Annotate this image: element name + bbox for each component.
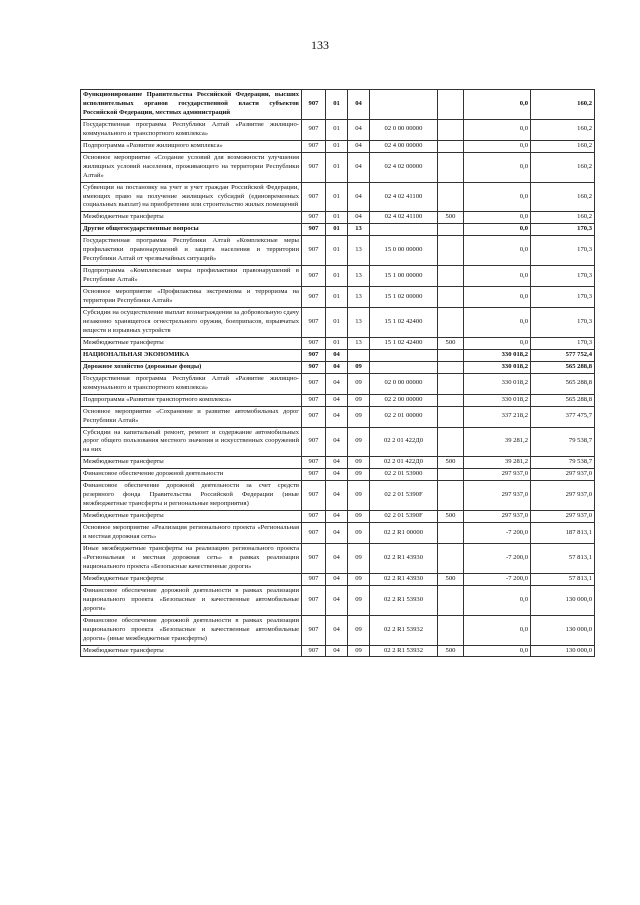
subsection-code-cell: [348, 349, 370, 361]
subsection-code-cell: 09: [348, 481, 370, 511]
amount-change-cell: 297 937,0: [464, 511, 531, 523]
subsection-code-cell: 09: [348, 469, 370, 481]
subsection-code-cell: 13: [348, 287, 370, 308]
subsection-code-cell: 09: [348, 645, 370, 657]
section-code-cell: 01: [326, 266, 348, 287]
target-article-cell: 02 0 00 00000: [370, 119, 438, 140]
amount-total-cell: 160,2: [531, 119, 595, 140]
amount-total-cell: 79 538,7: [531, 427, 595, 457]
amount-change-cell: -7 200,0: [464, 523, 531, 544]
ministry-code-cell: 907: [302, 645, 326, 657]
subsection-code-cell: 09: [348, 394, 370, 406]
amount-change-cell: 0,0: [464, 224, 531, 236]
target-article-cell: [370, 224, 438, 236]
item-name-cell: Функционирование Правительства Российской Федерации, высших исполнительных органов государственной власти субъектов Российской Федерации, местных администраций: [81, 90, 302, 120]
target-article-cell: [370, 349, 438, 361]
expense-type-cell: [438, 373, 464, 394]
budget-table: [80, 89, 595, 657]
subsection-code-cell: 13: [348, 266, 370, 287]
amount-change-cell: -7 200,0: [464, 573, 531, 585]
amount-change-cell: 330 018,2: [464, 373, 531, 394]
table-row: [81, 224, 595, 236]
ministry-code-cell: 907: [302, 361, 326, 373]
item-name-cell: Основное мероприятие «Профилактика экстремизма и терроризма на территории Республики Алтай»: [81, 287, 302, 308]
expense-type-cell: [438, 182, 464, 212]
amount-change-cell: 0,0: [464, 615, 531, 645]
subsection-code-cell: 13: [348, 236, 370, 266]
subsection-code-cell: 09: [348, 523, 370, 544]
amount-change-cell: 330 018,2: [464, 361, 531, 373]
section-code-cell: 04: [326, 543, 348, 573]
section-code-cell: 01: [326, 236, 348, 266]
amount-total-cell: 170,3: [531, 287, 595, 308]
amount-change-cell: 0,0: [464, 152, 531, 182]
section-code-cell: 01: [326, 90, 348, 120]
subsection-code-cell: 13: [348, 337, 370, 349]
expense-type-cell: [438, 140, 464, 152]
expense-type-cell: [438, 481, 464, 511]
amount-change-cell: 330 018,2: [464, 349, 531, 361]
ministry-code-cell: 907: [302, 224, 326, 236]
subsection-code-cell: 04: [348, 90, 370, 120]
amount-change-cell: 0,0: [464, 266, 531, 287]
subsection-code-cell: 09: [348, 615, 370, 645]
target-article-cell: 15 1 02 00000: [370, 287, 438, 308]
amount-change-cell: 0,0: [464, 119, 531, 140]
expense-type-cell: 500: [438, 573, 464, 585]
subsection-code-cell: 09: [348, 427, 370, 457]
section-code-cell: 01: [326, 287, 348, 308]
item-name-cell: Подпрограмма «Комплексные меры профилактики правонарушений в Республике Алтай»: [81, 266, 302, 287]
expense-type-cell: [438, 585, 464, 615]
amount-total-cell: 297 937,0: [531, 481, 595, 511]
amount-total-cell: 160,2: [531, 90, 595, 120]
expense-type-cell: 500: [438, 457, 464, 469]
section-code-cell: 04: [326, 469, 348, 481]
amount-change-cell: 0,0: [464, 140, 531, 152]
amount-total-cell: 160,2: [531, 140, 595, 152]
ministry-code-cell: 907: [302, 394, 326, 406]
ministry-code-cell: 907: [302, 427, 326, 457]
amount-total-cell: 130 000,0: [531, 645, 595, 657]
item-name-cell: Межбюджетные трансферты: [81, 457, 302, 469]
item-name-cell: Финансовое обеспечение дорожной деятельности: [81, 469, 302, 481]
amount-total-cell: 377 475,7: [531, 406, 595, 427]
ministry-code-cell: 907: [302, 152, 326, 182]
amount-total-cell: 160,2: [531, 152, 595, 182]
target-article-cell: [370, 361, 438, 373]
item-name-cell: Межбюджетные трансферты: [81, 212, 302, 224]
expense-type-cell: [438, 349, 464, 361]
target-article-cell: 02 2 R1 53932: [370, 645, 438, 657]
section-code-cell: 01: [326, 337, 348, 349]
amount-total-cell: 130 000,0: [531, 615, 595, 645]
amount-change-cell: 0,0: [464, 308, 531, 338]
expense-type-cell: [438, 523, 464, 544]
ministry-code-cell: 907: [302, 615, 326, 645]
expense-type-cell: [438, 119, 464, 140]
item-name-cell: Межбюджетные трансферты: [81, 645, 302, 657]
expense-type-cell: [438, 224, 464, 236]
expense-type-cell: [438, 469, 464, 481]
section-code-cell: 01: [326, 140, 348, 152]
section-code-cell: 01: [326, 308, 348, 338]
section-code-cell: 04: [326, 361, 348, 373]
amount-total-cell: 170,3: [531, 266, 595, 287]
target-article-cell: 02 2 R1 43930: [370, 543, 438, 573]
expense-type-cell: [438, 152, 464, 182]
amount-change-cell: 39 281,2: [464, 427, 531, 457]
amount-change-cell: 0,0: [464, 90, 531, 120]
table-row: [81, 585, 595, 615]
item-name-cell: Государственная программа Республики Алтай «Комплексные меры профилактики правонарушений и защита населения и территории Республики Алтай от чрезвычайных ситуаций»: [81, 236, 302, 266]
expense-type-cell: 500: [438, 511, 464, 523]
expense-type-cell: [438, 90, 464, 120]
ministry-code-cell: 907: [302, 119, 326, 140]
ministry-code-cell: 907: [302, 511, 326, 523]
amount-total-cell: 565 288,8: [531, 373, 595, 394]
section-code-cell: 04: [326, 511, 348, 523]
section-code-cell: 04: [326, 427, 348, 457]
amount-change-cell: 0,0: [464, 182, 531, 212]
expense-type-cell: [438, 543, 464, 573]
item-name-cell: Государственная программа Республики Алтай «Развитие жилищно-коммунального и транспортного комплекса»: [81, 373, 302, 394]
item-name-cell: Субсидии на капитальный ремонт, ремонт и содержание автомобильных дорог общего пользования местного значения и искусственных сооружений на них: [81, 427, 302, 457]
target-article-cell: 02 2 R1 53930: [370, 585, 438, 615]
amount-change-cell: 0,0: [464, 236, 531, 266]
item-name-cell: Финансовое обеспечение дорожной деятельности за счет средств резервного фонда Правительства Российской Федерации (иные межбюджетные трансферты и региональные мероприятия): [81, 481, 302, 511]
section-code-cell: 01: [326, 182, 348, 212]
amount-total-cell: 565 288,8: [531, 394, 595, 406]
table-row: [81, 361, 595, 373]
item-name-cell: Основное мероприятие «Сохранение и развитие автомобильных дорог Республики Алтай»: [81, 406, 302, 427]
amount-change-cell: 297 937,0: [464, 469, 531, 481]
ministry-code-cell: 907: [302, 236, 326, 266]
item-name-cell: Иные межбюджетные трансферты на реализацию регионального проекта «Региональная и местная дорожная сеть» в рамках реализации национального проекта «Безопасные качественные дороги»: [81, 543, 302, 573]
subsection-code-cell: 09: [348, 585, 370, 615]
ministry-code-cell: 907: [302, 212, 326, 224]
table-row: [81, 236, 595, 266]
amount-total-cell: 170,3: [531, 308, 595, 338]
ministry-code-cell: 907: [302, 573, 326, 585]
subsection-code-cell: 04: [348, 119, 370, 140]
table-row: [81, 457, 595, 469]
target-article-cell: 15 1 02 42400: [370, 337, 438, 349]
subsection-code-cell: 13: [348, 308, 370, 338]
item-name-cell: Дорожное хозяйство (дорожные фонды): [81, 361, 302, 373]
amount-change-cell: 0,0: [464, 585, 531, 615]
expense-type-cell: [438, 361, 464, 373]
section-code-cell: 01: [326, 119, 348, 140]
ministry-code-cell: 907: [302, 182, 326, 212]
table-row: [81, 287, 595, 308]
section-code-cell: 04: [326, 585, 348, 615]
item-name-cell: Другие общегосударственные вопросы: [81, 224, 302, 236]
subsection-code-cell: 09: [348, 406, 370, 427]
item-name-cell: Межбюджетные трансферты: [81, 573, 302, 585]
table-row: [81, 543, 595, 573]
amount-total-cell: 57 813,1: [531, 573, 595, 585]
target-article-cell: 02 2 01 53900: [370, 469, 438, 481]
target-article-cell: 02 4 02 00000: [370, 152, 438, 182]
item-name-cell: Государственная программа Республики Алтай «Развитие жилищно-коммунального и транспортного комплекса»: [81, 119, 302, 140]
table-row: [81, 337, 595, 349]
section-code-cell: 04: [326, 573, 348, 585]
target-article-cell: 02 0 00 00000: [370, 373, 438, 394]
ministry-code-cell: 907: [302, 523, 326, 544]
amount-total-cell: 577 752,4: [531, 349, 595, 361]
section-code-cell: 04: [326, 373, 348, 394]
expense-type-cell: 500: [438, 212, 464, 224]
target-article-cell: 02 4 02 41100: [370, 212, 438, 224]
ministry-code-cell: 907: [302, 349, 326, 361]
expense-type-cell: [438, 615, 464, 645]
table-row: [81, 182, 595, 212]
expense-type-cell: [438, 394, 464, 406]
section-code-cell: 04: [326, 394, 348, 406]
table-row: [81, 645, 595, 657]
table-row: [81, 212, 595, 224]
table-row: [81, 469, 595, 481]
section-code-cell: 01: [326, 212, 348, 224]
amount-change-cell: 330 018,2: [464, 394, 531, 406]
amount-total-cell: 57 813,1: [531, 543, 595, 573]
expense-type-cell: 500: [438, 645, 464, 657]
expense-type-cell: [438, 406, 464, 427]
section-code-cell: 04: [326, 406, 348, 427]
amount-change-cell: 337 218,2: [464, 406, 531, 427]
table-row: [81, 349, 595, 361]
subsection-code-cell: 04: [348, 152, 370, 182]
amount-total-cell: 130 000,0: [531, 585, 595, 615]
section-code-cell: 01: [326, 224, 348, 236]
subsection-code-cell: 13: [348, 224, 370, 236]
subsection-code-cell: 04: [348, 140, 370, 152]
table-row: [81, 373, 595, 394]
amount-total-cell: 160,2: [531, 182, 595, 212]
table-row: [81, 152, 595, 182]
item-name-cell: Основное мероприятие «Создание условий для возможности улучшения жилищных условий населения, проживающего на территории Республики Алтай»: [81, 152, 302, 182]
section-code-cell: 04: [326, 481, 348, 511]
item-name-cell: Подпрограмма «Развитие транспортного комплекса»: [81, 394, 302, 406]
subsection-code-cell: 09: [348, 373, 370, 394]
amount-change-cell: 0,0: [464, 287, 531, 308]
subsection-code-cell: 09: [348, 573, 370, 585]
item-name-cell: Субвенции на постановку на учет и учет граждан Российской Федерации, имеющих право на получение жилищных субсидий (единовременных социальных выплат) на приобретение или строительство жилых помещений: [81, 182, 302, 212]
subsection-code-cell: 04: [348, 182, 370, 212]
amount-change-cell: -7 200,0: [464, 543, 531, 573]
subsection-code-cell: 09: [348, 361, 370, 373]
target-article-cell: 02 2 01 5390F: [370, 511, 438, 523]
item-name-cell: Межбюджетные трансферты: [81, 511, 302, 523]
table-row: [81, 481, 595, 511]
target-article-cell: 02 2 R1 43930: [370, 573, 438, 585]
target-article-cell: 02 2 R1 53932: [370, 615, 438, 645]
target-article-cell: 15 1 00 00000: [370, 266, 438, 287]
target-article-cell: 02 2 00 00000: [370, 394, 438, 406]
table-row: [81, 394, 595, 406]
target-article-cell: 02 2 01 00000: [370, 406, 438, 427]
expense-type-cell: [438, 266, 464, 287]
target-article-cell: 15 0 00 00000: [370, 236, 438, 266]
ministry-code-cell: 907: [302, 457, 326, 469]
ministry-code-cell: 907: [302, 469, 326, 481]
ministry-code-cell: 907: [302, 266, 326, 287]
section-code-cell: 01: [326, 152, 348, 182]
amount-total-cell: 187 813,1: [531, 523, 595, 544]
target-article-cell: 02 2 01 5390F: [370, 481, 438, 511]
item-name-cell: Субсидии на осуществление выплат вознаграждения за добровольную сдачу незаконно хранящегося огнестрельного оружия, боеприпасов, взрывчатых веществ и взрывных устройств: [81, 308, 302, 338]
expense-type-cell: 500: [438, 337, 464, 349]
amount-change-cell: 0,0: [464, 645, 531, 657]
table-row: [81, 90, 595, 120]
target-article-cell: 02 2 01 422Д0: [370, 457, 438, 469]
table-row: [81, 615, 595, 645]
ministry-code-cell: 907: [302, 337, 326, 349]
section-code-cell: 04: [326, 645, 348, 657]
amount-change-cell: 0,0: [464, 212, 531, 224]
section-code-cell: 04: [326, 523, 348, 544]
section-code-cell: 04: [326, 457, 348, 469]
target-article-cell: 02 4 02 41100: [370, 182, 438, 212]
table-row: [81, 140, 595, 152]
table-row: [81, 511, 595, 523]
ministry-code-cell: 907: [302, 90, 326, 120]
target-article-cell: 02 4 00 00000: [370, 140, 438, 152]
amount-total-cell: 297 937,0: [531, 511, 595, 523]
item-name-cell: Межбюджетные трансферты: [81, 337, 302, 349]
amount-total-cell: 565 288,8: [531, 361, 595, 373]
item-name-cell: Основное мероприятие «Реализация регионального проекта «Региональная и местная дорожная сеть»: [81, 523, 302, 544]
subsection-code-cell: 09: [348, 511, 370, 523]
ministry-code-cell: 907: [302, 287, 326, 308]
section-code-cell: 04: [326, 349, 348, 361]
target-article-cell: 02 2 R1 00000: [370, 523, 438, 544]
target-article-cell: [370, 90, 438, 120]
ministry-code-cell: 907: [302, 373, 326, 394]
amount-change-cell: 0,0: [464, 337, 531, 349]
page-number: 133: [311, 38, 329, 52]
target-article-cell: 15 1 02 42400: [370, 308, 438, 338]
item-name-cell: Финансовое обеспечение дорожной деятельности в рамках реализации национального проекта «Безопасные и качественные автомобильные дороги» (иные межбюджетные трансферты): [81, 615, 302, 645]
ministry-code-cell: 907: [302, 585, 326, 615]
ministry-code-cell: 907: [302, 308, 326, 338]
amount-change-cell: 297 937,0: [464, 481, 531, 511]
subsection-code-cell: 04: [348, 212, 370, 224]
ministry-code-cell: 907: [302, 543, 326, 573]
item-name-cell: Подпрограмма «Развитие жилищного комплекса»: [81, 140, 302, 152]
table-row: [81, 266, 595, 287]
expense-type-cell: [438, 236, 464, 266]
table-row: [81, 119, 595, 140]
item-name-cell: Финансовое обеспечение дорожной деятельности в рамках реализации национального проекта «Безопасные и качественные автомобильные дороги»: [81, 585, 302, 615]
table-row: [81, 573, 595, 585]
item-name-cell: НАЦИОНАЛЬНАЯ ЭКОНОМИКА: [81, 349, 302, 361]
amount-total-cell: 79 538,7: [531, 457, 595, 469]
expense-type-cell: [438, 308, 464, 338]
subsection-code-cell: 09: [348, 543, 370, 573]
table-row: [81, 523, 595, 544]
amount-total-cell: 170,3: [531, 337, 595, 349]
target-article-cell: 02 2 01 422Д0: [370, 427, 438, 457]
ministry-code-cell: 907: [302, 406, 326, 427]
amount-total-cell: 170,3: [531, 236, 595, 266]
ministry-code-cell: 907: [302, 140, 326, 152]
expense-type-cell: [438, 427, 464, 457]
amount-total-cell: 160,2: [531, 212, 595, 224]
amount-total-cell: 170,3: [531, 224, 595, 236]
subsection-code-cell: 09: [348, 457, 370, 469]
amount-change-cell: 39 281,2: [464, 457, 531, 469]
ministry-code-cell: 907: [302, 481, 326, 511]
table-row: [81, 427, 595, 457]
table-row: [81, 406, 595, 427]
section-code-cell: 04: [326, 615, 348, 645]
amount-total-cell: 297 937,0: [531, 469, 595, 481]
expense-type-cell: [438, 287, 464, 308]
table-row: [81, 308, 595, 338]
